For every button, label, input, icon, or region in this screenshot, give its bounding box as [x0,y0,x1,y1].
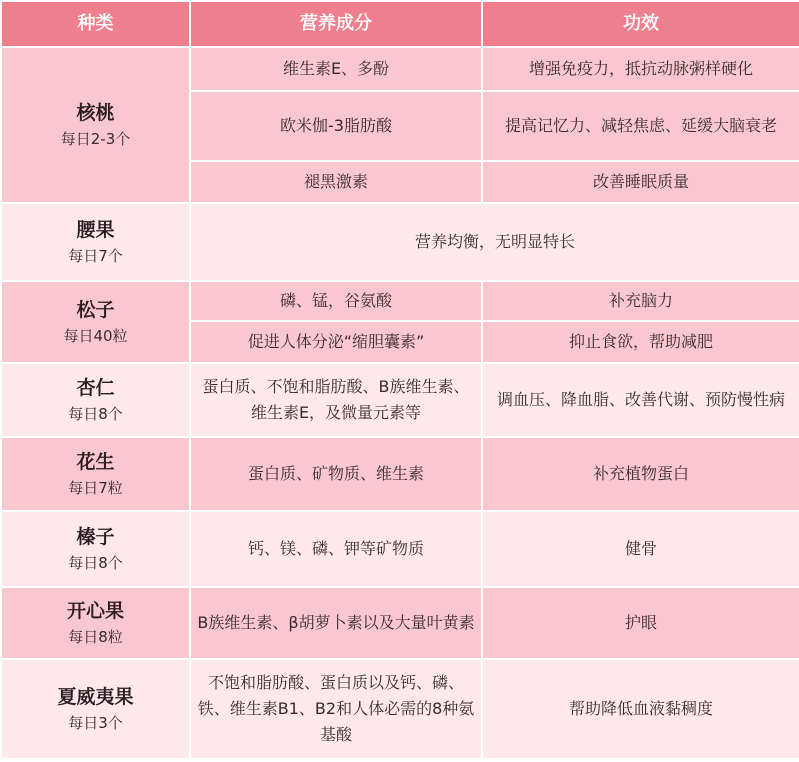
nut-name: 腰果 [76,219,115,241]
table-row [1,511,799,587]
header-nutrients: 营养成分 [190,1,482,47]
nutrient-cell: 磷、锰，谷氨酸 [190,281,482,321]
nutrient-cell: 维生素E、多酚 [190,47,482,91]
nutrient-cell: B族维生素、β胡萝卜素以及大量叶黄素 [190,587,482,659]
nutrient-cell: 不饱和脂肪酸、蛋白质以及钙、磷、铁、维生素B1、B2和人体必需的8种氨基酸 [190,659,482,759]
table-body [1,47,799,759]
effect-cell: 调血压、降血脂、改善代谢、预防慢性病 [482,363,799,437]
table-row [1,203,799,281]
kind-cell [1,281,190,363]
kind-cell [1,659,190,759]
table-row [1,659,799,759]
effect-cell: 健骨 [482,511,799,587]
daily-amount: 每日7个 [68,247,123,265]
effect-cell: 增强免疫力，抵抗动脉粥样硬化 [482,47,799,91]
nut-name: 榛子 [76,526,115,548]
nut-name: 核桃 [76,102,115,124]
effect-cell: 帮助降低血液黏稠度 [482,659,799,759]
effect-cell: 补充植物蛋白 [482,437,799,511]
header-effects: 功效 [482,1,799,47]
nut-name: 松子 [76,299,115,321]
nutrient-cell: 欧米伽-3脂肪酸 [190,91,482,161]
table-row [1,587,799,659]
daily-amount: 每日8个 [68,405,123,423]
kind-cell [1,47,190,203]
merged-cell: 营养均衡，无明显特长 [190,203,799,281]
nutrient-cell: 钙、镁、磷、钾等矿物质 [190,511,482,587]
daily-amount: 每日40粒 [63,327,128,345]
nutrient-cell: 促进人体分泌“缩胆囊素” [190,321,482,363]
table-header [1,1,799,47]
nut-name: 夏威夷果 [57,686,134,708]
table-row [1,281,799,321]
effect-cell: 提高记忆力、减轻焦虑、延缓大脑衰老 [482,91,799,161]
effect-cell: 补充脑力 [482,281,799,321]
kind-cell [1,437,190,511]
kind-cell [1,587,190,659]
kind-cell [1,511,190,587]
nutrient-cell: 褪黑激素 [190,161,482,203]
nut-name: 杏仁 [76,377,115,399]
daily-amount: 每日2-3个 [60,130,131,148]
nutrient-cell: 蛋白质、不饱和脂肪酸、B族维生素、维生素E，及微量元素等 [190,363,482,437]
effect-cell: 抑止食欲，帮助减肥 [482,321,799,363]
effect-cell: 护眼 [482,587,799,659]
table-row [1,363,799,437]
nut-name: 花生 [76,451,115,473]
daily-amount: 每日8个 [68,554,123,572]
nut-name: 开心果 [66,600,124,622]
daily-amount: 每日7粒 [68,479,123,497]
header-kind: 种类 [1,1,190,47]
effect-cell: 改善睡眠质量 [482,161,799,203]
kind-cell [1,203,190,281]
kind-cell [1,363,190,437]
daily-amount: 每日3个 [68,714,123,732]
table-row [1,437,799,511]
table-row [1,47,799,91]
daily-amount: 每日8粒 [68,628,123,646]
nutrient-cell: 蛋白质、矿物质、维生素 [190,437,482,511]
